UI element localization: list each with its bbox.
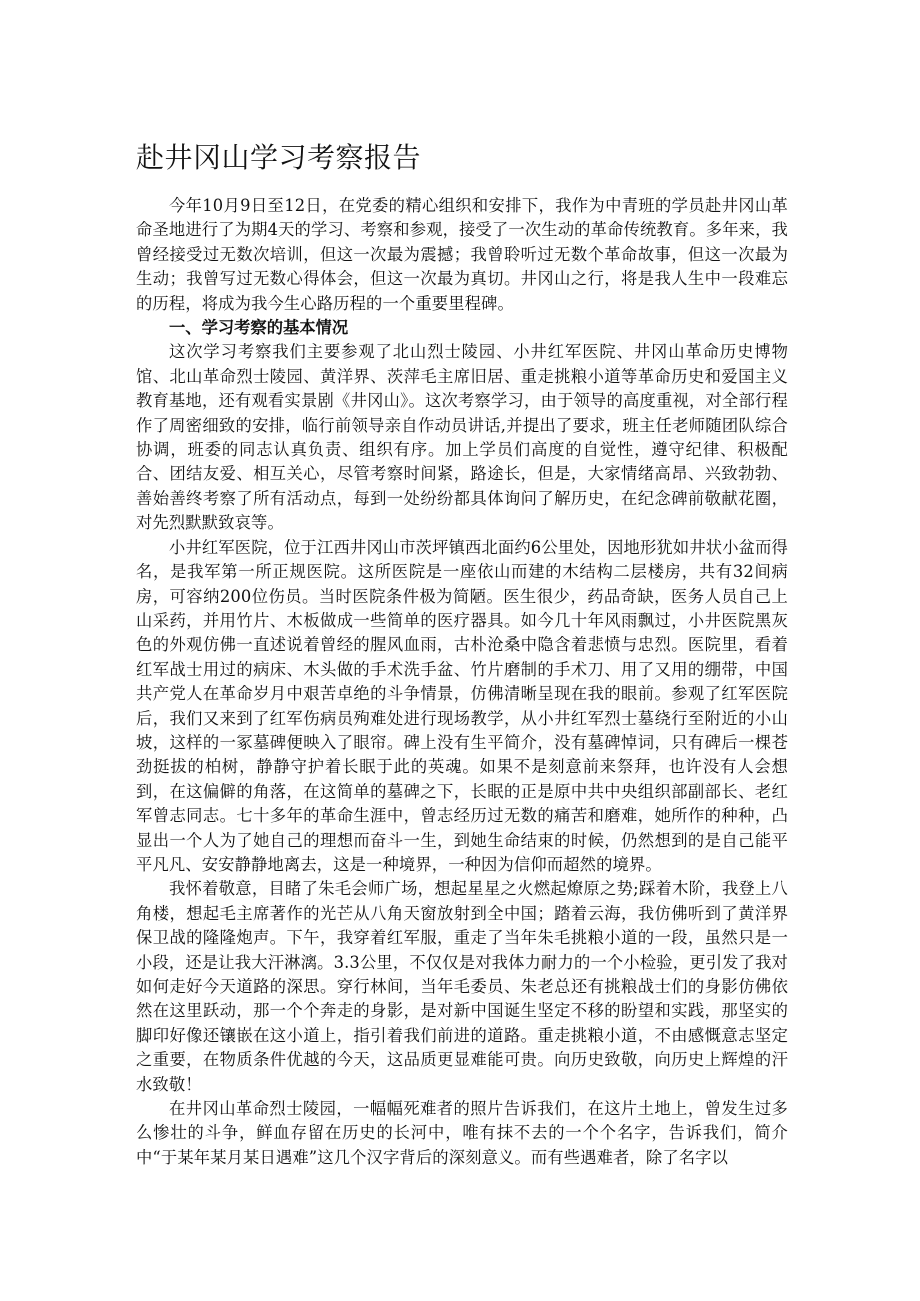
paragraph-grain-path: 我怀着敬意，目睹了朱毛会师广场，想起星星之火燃起燎原之势;踩着木阶，我登上八角楼，想起毛主席著作的光芒从八角天窗放射到全中国；踏着云海，我仿佛听到了黄洋界保卫战的隆隆炮声。下午，我穿着红军服，重走了当年朱毛挑粮小道的一段，虽然只是一小段，还是让我大汗淋漓。3.3公里，不仅仅是对我体力耐力的一个小检验，更引发了我对如何走好今天道路的深思。穿行林间，当年毛委员、朱老总还有挑粮战士们的身影仿佛依然在这里跃动，那一个个奔走的身影，是对新中国诞生坚定不移的盼望和实践，那坚实的脚印好像还镶嵌在这小道上，指引着我们前进的道路。重走挑粮小道，不由感慨意志坚定之重要，在物质条件优越的今天，这品质更显难能可贵。向历史致敬，向历史上辉煌的汗水致敬！ bbox=[136, 879, 788, 1094]
document-body bbox=[136, 138, 788, 1170]
paragraph-xiaojing-hospital: 小井红军医院，位于江西井冈山市茨坪镇西北面约6公里处，因地形犹如井状小盆而得名，是我军第一所正规医院。这所医院是一座依山而建的木结构二层楼房，共有32间病房，可容纳200位伤员。当时医院条件极为简陋。医生很少，药品奇缺，医务人员自己上山采药，并用竹片、木板做成一些简单的医疗器具。如今几十年风雨飘过，小井医院黑灰色的外观仿佛一直述说着曾经的腥风血雨，古朴沧桑中隐含着悲愤与忠烈。医院里，看着红军战士用过的病床、木头做的手术洗手盆、竹片磨制的手术刀、用了又用的绷带，中国共产党人在革命岁月中艰苦卓绝的斗争情景，仿佛清晰呈现在我的眼前。参观了红军医院后，我们又来到了红军伤病员殉难处进行现场教学，从小井红军烈士墓绕行至附近的小山坡，这样的一冢墓碑便映入了眼帘。碑上没有生平简介，没有墓碑悼词，只有碑后一棵苍劲挺拔的柏树，静静守护着长眠于此的英魂。如果不是刻意前来祭拜，也许没有人会想到，在这偏僻的角落，在这简单的墓碑之下，长眠的正是原中共中央组织部副部长、老红军曾志同志。七十多年的革命生涯中，曾志经历过无数的痛苦和磨难，她所作的种种，凸显出一个人为了她自己的理想而奋斗一生，到她生命结束的时候，仍然想到的是自己能平平凡凡、安安静静地离去，这是一种境界，一种因为信仰而超然的境界。 bbox=[136, 537, 788, 874]
intro-paragraph: 今年10月9日至12日，在党委的精心组织和安排下，我作为中青班的学员赴井冈山革命圣地进行了为期4天的学习、考察和参观，接受了一次生动的革命传统教育。多年来，我曾经接受过无数次培训，但这一次最为震撼；我曾聆听过无数个革命故事，但这一次最为生动；我曾写过无数心得体会，但这一次最为真切。井冈山之行，将是我人生中一段难忘的历程，将成为我今生心路历程的一个重要里程碑。 bbox=[136, 196, 788, 313]
paragraph-martyrs-cemetery: 在井冈山革命烈士陵园，一幅幅死难者的照片告诉我们，在这片土地上，曾发生过多么惨壮的斗争，鲜血存留在历史的长河中，唯有抹不去的一个个名字，告诉我们，简介中“于某年某月某日遇难”这几个汉字背后的深刻意义。而有些遇难者，除了名字以 bbox=[136, 1099, 788, 1167]
document-title: 赴井冈山学习考察报告 bbox=[136, 141, 422, 174]
paragraph-study-overview: 这次学习考察我们主要参观了北山烈士陵园、小井红军医院、井冈山革命历史博物馆、北山革命烈士陵园、黄洋界、茨萍毛主席旧居、重走挑粮小道等革命历史和爱国主义教育基地，还有观看实景剧《井冈山》。这次考察学习，由于领导的高度重视，对全部行程作了周密细致的安排，临行前领导亲自作动员讲话,并提出了要求，班主任老师随团队综合协调，班委的同志认真负责、组织有序。加上学员们高度的自觉性，遵守纪律、积极配合、团结友爱、相互关心，尽管考察时间紧，路途长，但是，大家情绪高昂、兴致勃勃、善始善终考察了所有活动点，每到一处纷纷都具体询问了解历史，在纪念碑前敬献花圈，对先烈默默致哀等。 bbox=[136, 342, 788, 533]
section-heading-basic-situation: 一、学习考察的基本情况 bbox=[169, 318, 349, 338]
